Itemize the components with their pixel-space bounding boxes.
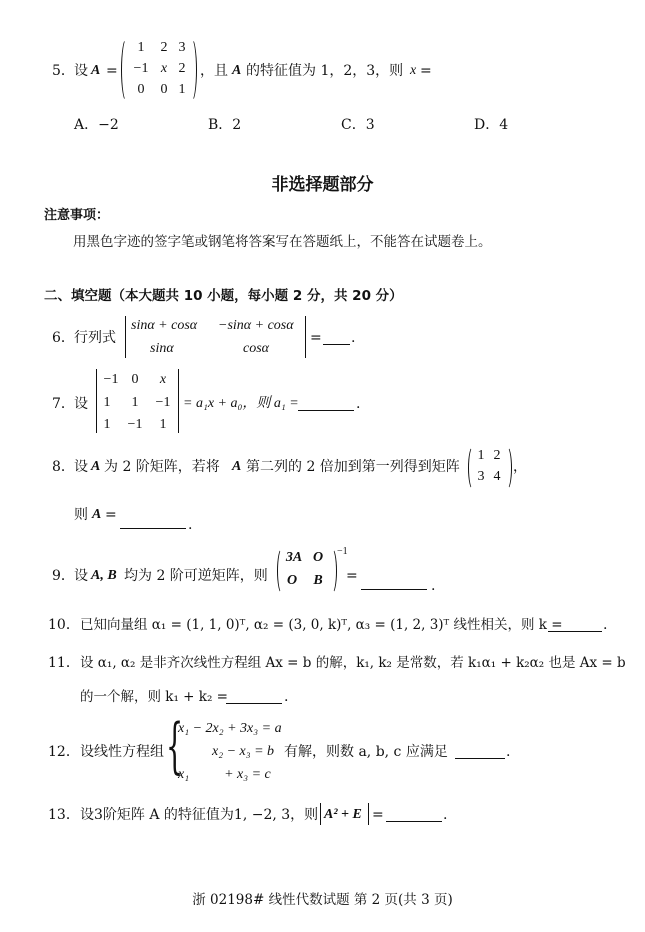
q6-r2c1: sinα	[150, 341, 174, 356]
q9-end: .	[431, 578, 436, 594]
q5-number: 5．	[52, 63, 75, 79]
det-cell: 1	[131, 395, 139, 410]
matrix-cell: O	[286, 573, 298, 588]
q13-answer-blank[interactable]	[386, 809, 442, 822]
q8-matrix-name: A	[91, 459, 101, 474]
det-cell: 1	[103, 417, 111, 432]
q5-option-d: D．4	[474, 117, 509, 133]
q7-end: .	[356, 396, 361, 412]
q8-text: 为 2 阶矩阵，若将	[104, 459, 220, 475]
q6-det-left-bar	[125, 316, 126, 358]
q6-det-right-bar	[305, 316, 306, 358]
q12-end: .	[506, 744, 511, 760]
matrix-cell: 1	[137, 40, 145, 55]
q6-end: .	[351, 330, 356, 346]
q11-line1: 设 α₁, α₂ 是非齐次线性方程组 Ax = b 的解，k₁, k₂ 是常数，若 k₁α₁ + k₂α₂ 也是 Ax = b	[80, 655, 626, 671]
q8-line2-lead: 则	[74, 507, 88, 523]
matrix-cell: 3	[178, 40, 186, 55]
q13-number: 13．	[48, 807, 80, 823]
q13-det-left-bar	[320, 803, 321, 825]
q12-number: 12．	[48, 744, 80, 760]
q8-comma: ，	[513, 459, 527, 475]
q12-left-brace: {	[166, 711, 184, 781]
q6-number: 6．	[52, 330, 75, 346]
q5-matrix-name: A	[91, 63, 101, 78]
matrix-cell: 3	[477, 469, 485, 484]
q6-answer-blank[interactable]	[323, 332, 350, 345]
notice-heading: 注意事项：	[44, 208, 110, 223]
q7-answer-blank[interactable]	[298, 398, 354, 411]
q8-answer-blank[interactable]	[120, 516, 186, 529]
q12-eq3: x₁ + x₃ = c	[178, 767, 271, 782]
q9-right-paren	[327, 548, 337, 594]
det-cell: 0	[131, 372, 139, 387]
q5-option-b: B．2	[208, 117, 242, 133]
q12-eq1: x₁ − 2x₂ + 3x₃ = a	[178, 721, 282, 736]
q12-tail: 有解，则数 a, b, c 应满足	[284, 744, 448, 760]
q13-equals: =	[372, 807, 384, 823]
page-footer: 浙 02198# 线性代数试题 第 2 页(共 3 页)	[192, 892, 453, 908]
q9-inverse-power: −1	[337, 546, 348, 557]
matrix-cell: 1	[477, 448, 485, 463]
q8-text2: 第二列的 2 倍加到第一列得到矩阵	[246, 459, 460, 475]
q13-text: 设3阶矩阵 A 的特征值为1, −2, 3，则	[80, 807, 319, 823]
q6-r1c1: sinα + cosα	[131, 318, 198, 333]
q10-text: 已知向量组 α₁ = (1, 1, 0)ᵀ, α₂ = (3, 0, k)ᵀ, α₃ = (1, 2, 3)ᵀ 线性相关，则 k =	[80, 617, 563, 633]
q8-end: .	[188, 517, 193, 533]
q5-equals-2: =	[420, 63, 432, 79]
q7-number: 7．	[52, 396, 75, 412]
matrix-cell: 0	[137, 82, 145, 97]
notice-body: 用黑色字迹的签字笔或钢笔将答案写在答题纸上，不能答在试题卷上。	[73, 234, 492, 250]
matrix-cell: 4	[493, 469, 501, 484]
q7-det-left-bar	[96, 369, 97, 433]
q8-matrix-name-2: A	[232, 459, 242, 474]
part2-heading: 二、填空题（本大题共 10 小题，每小题 2 分，共 20 分）	[44, 288, 403, 304]
q9-matrices: A, B	[91, 568, 117, 583]
q6-lead: 行列式	[74, 330, 116, 346]
det-cell: −1	[103, 372, 119, 387]
matrix-cell: 2	[160, 40, 168, 55]
q12-eq2: x₂ − x₃ = b	[212, 744, 275, 759]
det-cell: 1	[103, 395, 111, 410]
q13-det-right-bar	[368, 803, 369, 825]
q5-text1: ，且	[200, 63, 228, 79]
q11-answer-blank[interactable]	[226, 691, 282, 704]
q8-equals: =	[105, 507, 117, 523]
matrix-cell: 2	[493, 448, 501, 463]
q7-lead: 设	[74, 396, 88, 412]
q7-det-right-bar	[178, 369, 179, 433]
q5-option-a: A．−2	[74, 117, 119, 133]
matrix-cell: O	[312, 550, 324, 565]
q5-lead: 设	[74, 63, 88, 79]
matrix-cell: 1	[178, 82, 186, 97]
q13-end: .	[443, 807, 448, 823]
det-cell: 1	[159, 417, 167, 432]
q12-answer-blank[interactable]	[455, 746, 505, 759]
q9-text: 均为 2 阶可逆矩阵，则	[124, 568, 268, 584]
q8-number: 8．	[52, 459, 75, 475]
q10-end: .	[603, 617, 608, 633]
q12-lead: 设线性方程组	[80, 744, 164, 760]
q8-matrix-name-3: A	[92, 507, 102, 522]
q9-equals: =	[346, 568, 358, 584]
q5-text2: 的特征值为 1，2，3，则	[246, 63, 404, 79]
q11-number: 11．	[48, 655, 80, 671]
matrix-cell: 0	[160, 82, 168, 97]
q5-x: x	[410, 63, 417, 78]
matrix-cell: B	[313, 573, 323, 588]
matrix-cell: x	[160, 61, 168, 76]
q10-number: 10．	[48, 617, 80, 633]
matrix-cell: −1	[133, 61, 149, 76]
q6-r2c2: cosα	[243, 341, 270, 356]
q5-option-c: C．3	[341, 117, 375, 133]
q10-answer-blank[interactable]	[548, 619, 602, 632]
q9-number: 9．	[52, 568, 75, 584]
q7-expression: = a₁x + a₀，则 a₁ =	[183, 396, 299, 411]
det-cell: −1	[127, 417, 143, 432]
q11-end: .	[284, 689, 289, 705]
q6-r1c2: −sinα + cosα	[218, 318, 294, 333]
q9-answer-blank[interactable]	[361, 577, 427, 590]
q11-line2: 的一个解，则 k₁ + k₂ =	[80, 689, 228, 705]
q5-equals: =	[106, 63, 118, 79]
q9-lead: 设	[74, 568, 88, 584]
q5-matrix-name-2: A	[232, 63, 242, 78]
q8-lead: 设	[74, 459, 88, 475]
det-cell: x	[159, 372, 167, 387]
q6-equals: =	[310, 330, 322, 346]
det-cell: −1	[155, 395, 171, 410]
section-title: 非选择题部分	[271, 175, 374, 195]
matrix-cell: 3A	[285, 550, 303, 565]
matrix-cell: 2	[178, 61, 186, 76]
q13-determinant: A² + E	[324, 807, 362, 822]
